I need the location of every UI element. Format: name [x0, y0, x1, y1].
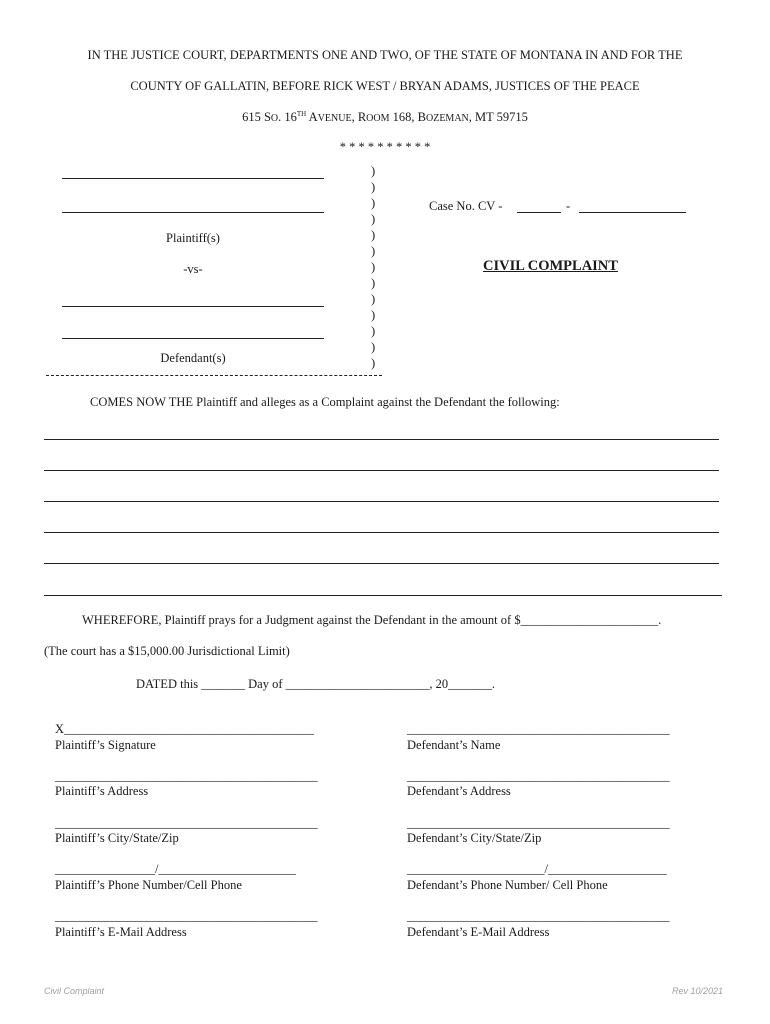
plaintiff-phone-field[interactable]: ________________/______________________: [55, 862, 296, 876]
plaintiff-email-label: Plaintiff’s E-Mail Address: [55, 925, 187, 939]
case-number-field[interactable]: [579, 212, 686, 213]
defendant-name-label: Defendant’s Name: [407, 738, 501, 752]
document-title: CIVIL COMPLAINT: [483, 258, 618, 274]
caption-paren: ): [371, 212, 376, 226]
caption-paren: ): [371, 324, 376, 338]
vs-label: -vs-: [183, 262, 203, 276]
complaint-intro: COMES NOW THE Plaintiff and alleges as a Complaint against the Defendant the following:: [90, 395, 560, 409]
plaintiff-signature-field[interactable]: X________________________________________: [55, 722, 315, 736]
allegation-line[interactable]: [44, 532, 719, 533]
caption-paren: ): [371, 276, 376, 290]
caption-paren: ): [371, 196, 376, 210]
defendant-email-label: Defendant’s E-Mail Address: [407, 925, 550, 939]
defendant-email-field[interactable]: __________________________________________: [407, 909, 670, 923]
caption-paren: ): [371, 228, 376, 242]
jurisdictional-limit-note: (The court has a $15,000.00 Jurisdictional Limit): [44, 644, 290, 658]
case-number-dash: -: [566, 199, 571, 213]
plaintiff-city-field[interactable]: __________________________________________: [55, 816, 318, 830]
allegation-line[interactable]: [44, 501, 719, 502]
case-number-label: Case No. CV -: [429, 199, 503, 213]
defendant-label: Defendant(s): [160, 351, 226, 365]
defendant-phone-field[interactable]: ______________________/___________________: [407, 862, 667, 876]
caption-paren: ): [371, 164, 376, 178]
allegation-line[interactable]: [44, 439, 719, 440]
defendant-city-label: Defendant’s City/State/Zip: [407, 831, 542, 845]
plaintiff-address-label: Plaintiff’s Address: [55, 784, 149, 798]
plaintiff-name-line-1[interactable]: [62, 178, 324, 179]
plaintiff-city-label: Plaintiff’s City/State/Zip: [55, 831, 179, 845]
wherefore-clause: WHEREFORE, Plaintiff prays for a Judgment against the Defendant in the amount of $______________________.: [82, 613, 662, 627]
caption-paren: ): [371, 308, 376, 322]
defendant-phone-label: Defendant’s Phone Number/ Cell Phone: [407, 878, 608, 892]
case-number-year-field[interactable]: [517, 212, 561, 213]
court-address: 615 SO. 16TH AVENUE, ROOM 168, BOZEMAN, MT 59715: [242, 110, 528, 125]
caption-paren: ): [371, 356, 376, 370]
separator-stars: * * * * * * * * * *: [339, 140, 431, 154]
caption-bottom-rule: [46, 375, 382, 376]
caption-paren: ): [371, 340, 376, 354]
court-header-line1: IN THE JUSTICE COURT, DEPARTMENTS ONE AND TWO, OF THE STATE OF MONTANA IN AND FOR THE: [87, 48, 683, 62]
caption-paren: ): [371, 260, 376, 274]
allegation-line[interactable]: [44, 470, 719, 471]
defendant-name-field[interactable]: __________________________________________: [407, 722, 670, 736]
court-header-line2: COUNTY OF GALLATIN, BEFORE RICK WEST / BRYAN ADAMS, JUSTICES OF THE PEACE: [130, 79, 640, 93]
caption-paren: ): [371, 244, 376, 258]
caption-paren: ): [371, 180, 376, 194]
allegation-line[interactable]: [44, 595, 722, 596]
footer-revision: Rev 10/2021: [672, 986, 724, 996]
defendant-city-field[interactable]: __________________________________________: [407, 816, 670, 830]
plaintiff-email-field[interactable]: __________________________________________: [55, 909, 318, 923]
defendant-name-line-1[interactable]: [62, 306, 324, 307]
plaintiff-name-line-2[interactable]: [62, 212, 324, 213]
defendant-name-line-2[interactable]: [62, 338, 324, 339]
defendant-address-label: Defendant’s Address: [407, 784, 511, 798]
plaintiff-signature-label: Plaintiff’s Signature: [55, 738, 156, 752]
allegation-line[interactable]: [44, 563, 719, 564]
plaintiff-phone-label: Plaintiff’s Phone Number/Cell Phone: [55, 878, 242, 892]
dated-line: DATED this _______ Day of _______________________, 20_______.: [136, 677, 496, 691]
plaintiff-label: Plaintiff(s): [166, 231, 220, 245]
footer-form-name: Civil Complaint: [44, 986, 105, 996]
defendant-address-field[interactable]: __________________________________________: [407, 769, 670, 783]
plaintiff-address-field[interactable]: __________________________________________: [55, 769, 318, 783]
caption-paren: ): [371, 292, 376, 306]
